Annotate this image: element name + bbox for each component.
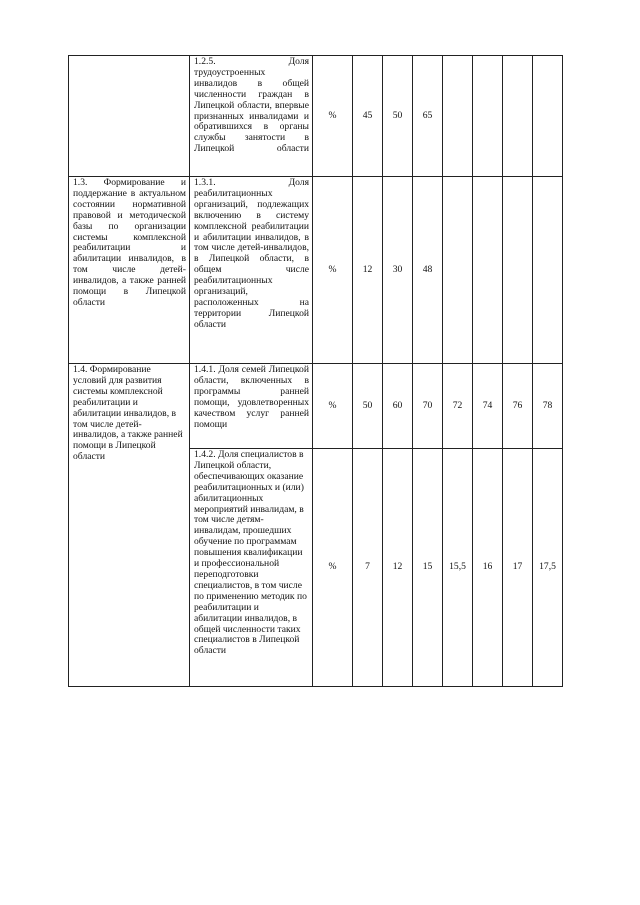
value-cell	[533, 177, 563, 364]
unit-cell: %	[313, 449, 353, 687]
goal-cell	[69, 56, 190, 177]
indicators-table	[68, 55, 563, 687]
table-row	[69, 177, 563, 364]
goal-cell: 1.4. Формирование условий для развития системы комплексной реабилитации и абилитации инвалидов, в том числе детей-инвалидов, а также ранней помощи в Липецкой области	[69, 364, 190, 687]
value-cell: 74	[473, 364, 503, 449]
value-cell: 7	[353, 449, 383, 687]
value-cell: 48	[413, 177, 443, 364]
value-cell	[503, 56, 533, 177]
value-cell: 78	[533, 364, 563, 449]
value-cell: 60	[383, 364, 413, 449]
value-cell: 65	[413, 56, 443, 177]
value-cell: 15,5	[443, 449, 473, 687]
value-cell: 76	[503, 364, 533, 449]
value-cell: 12	[383, 449, 413, 687]
indicator-cell: 1.3.1. Доля реабилитационных организаций, подлежащих включению в систему комплексной реабилитации и абилитации инвалидов, в том числе детей-инвалидов, в Липецкой области, в общем числе реабилитационных организаций, расположенных на территории Липецкой области	[190, 177, 313, 364]
value-cell	[443, 56, 473, 177]
unit-cell: %	[313, 177, 353, 364]
value-cell: 50	[383, 56, 413, 177]
value-cell: 70	[413, 364, 443, 449]
value-cell	[473, 56, 503, 177]
table-row	[69, 364, 563, 449]
value-cell: 45	[353, 56, 383, 177]
indicator-cell: 1.4.2. Доля специалистов в Липецкой области, обеспечивающих оказание реабилитационных и (или) абилитационных мероприятий инвалидам, в том числе детям-инвалидам, прошедших обучение по программам повышения квалификации и профессиональной переподготовки специалистов, в том числе по применению методик по реабилитации и абилитации инвалидов, в общей численности таких специалистов в Липецкой области	[190, 449, 313, 687]
value-cell: 30	[383, 177, 413, 364]
value-cell: 50	[353, 364, 383, 449]
value-cell: 16	[473, 449, 503, 687]
unit-cell: %	[313, 56, 353, 177]
value-cell: 15	[413, 449, 443, 687]
value-cell	[443, 177, 473, 364]
unit-cell: %	[313, 364, 353, 449]
goal-cell: 1.3. Формирование и поддержание в актуальном состоянии нормативной правовой и методической базы по организации системы комплексной реабилитации и абилитации инвалидов, в том числе детей-инвалидов, а также ранней помощи в Липецкой области	[69, 177, 190, 364]
value-cell: 17	[503, 449, 533, 687]
value-cell: 12	[353, 177, 383, 364]
value-cell	[533, 56, 563, 177]
indicator-cell: 1.2.5. Доля трудоустроенных инвалидов в общей численности граждан в Липецкой области, впервые признанных инвалидами и обратившихся в органы службы занятости в Липецкой области	[190, 56, 313, 177]
value-cell	[473, 177, 503, 364]
value-cell	[503, 177, 533, 364]
value-cell: 17,5	[533, 449, 563, 687]
value-cell: 72	[443, 364, 473, 449]
indicator-cell: 1.4.1. Доля семей Липецкой области, включенных в программы ранней помощи, удовлетворенных качеством услуг ранней помощи	[190, 364, 313, 449]
table-row	[69, 56, 563, 177]
